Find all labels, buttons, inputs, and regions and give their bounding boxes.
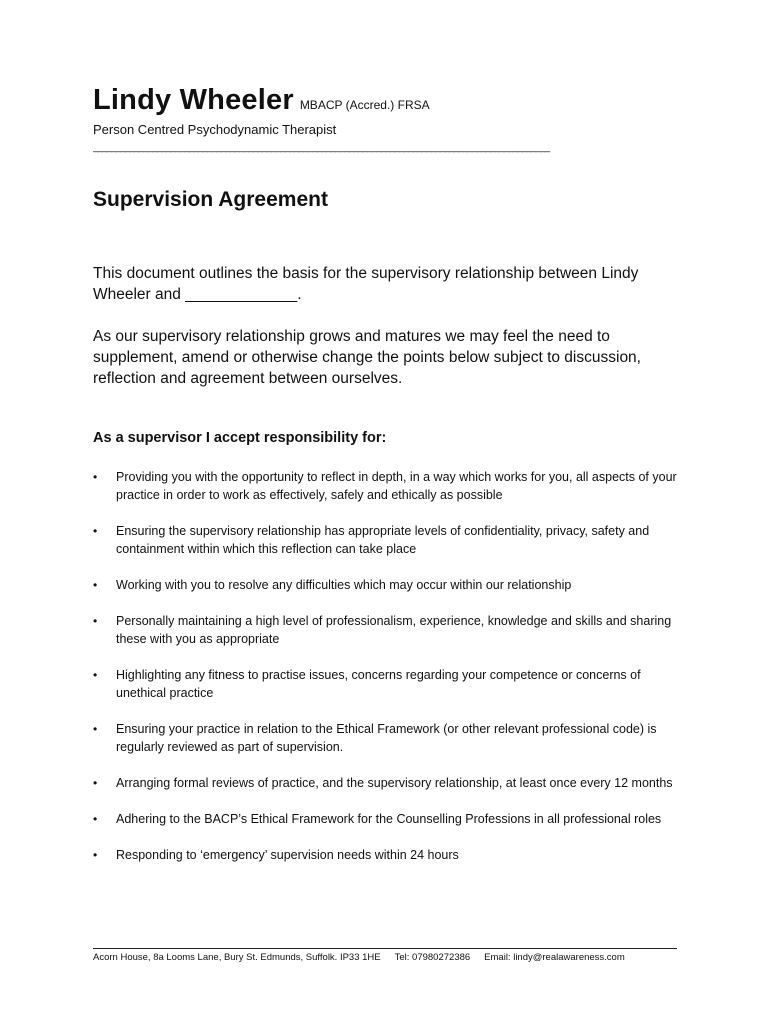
list-item-text: Responding to ‘emergency’ supervision needs within 24 hours	[116, 848, 459, 862]
responsibilities-list	[93, 468, 683, 864]
list-item-text: Ensuring your practice in relation to the Ethical Framework (or other relevant professional code) is regularly reviewed as part of supervision.	[116, 722, 657, 754]
author-role: Person Centred Psychodynamic Therapist	[93, 122, 337, 137]
author-name: Lindy Wheeler	[93, 84, 294, 116]
list-item-text: Working with you to resolve any difficulties which may occur within our relationship	[116, 578, 572, 592]
list-item-text: Ensuring the supervisory relationship has appropriate levels of confidentiality, privacy, safety and containment within which this reflection can take place	[116, 524, 650, 556]
footer	[93, 952, 683, 963]
list-item	[93, 774, 683, 792]
bullet-icon: •	[93, 776, 98, 790]
header-rule: ____________________________________________________________________________________________________	[93, 142, 550, 153]
footer-rule	[93, 948, 677, 949]
list-item-text: Adhering to the BACP’s Ethical Framework for the Counselling Professions in all professional roles	[116, 812, 662, 826]
list-item	[93, 666, 683, 702]
author-qualifications: MBACP (Accred.) FRSA	[299, 98, 430, 112]
second-paragraph: As our supervisory relationship grows and matures we may feel the need to supplement, amend or otherwise change the points below subject to discussion, reflection and agreement between ourselves.	[93, 328, 641, 387]
bullet-icon: •	[93, 722, 98, 736]
list-item-text: Arranging formal reviews of practice, and the supervisory relationship, at least once every 12 months	[116, 776, 673, 790]
list-item	[93, 810, 683, 828]
bullet-icon: •	[93, 614, 98, 628]
list-item	[93, 522, 683, 558]
bullet-icon: •	[93, 470, 98, 484]
footer-telephone: Tel: 07980272386	[394, 952, 471, 963]
footer-email: Email: lindy@realawareness.com	[484, 952, 625, 963]
list-item-text: Personally maintaining a high level of professionalism, experience, knowledge and skills and sharing these with you as appropriate	[116, 614, 672, 646]
bullet-icon: •	[93, 578, 98, 592]
bullet-icon: •	[93, 524, 98, 538]
list-item	[93, 612, 683, 648]
list-item	[93, 720, 683, 756]
document-title: Supervision Agreement	[93, 188, 328, 211]
list-item-text: Highlighting any fitness to practise issues, concerns regarding your competence or concerns of unethical practice	[116, 668, 641, 700]
list-item	[93, 576, 683, 594]
list-item-text: Providing you with the opportunity to reflect in depth, in a way which works for you, all aspects of your practice in order to work as effectively, safely and ethically as possible	[116, 470, 677, 502]
intro-paragraph: This document outlines the basis for the supervisory relationship between Lindy Wheeler and _____________.	[93, 265, 639, 303]
letterhead	[93, 84, 430, 117]
bullet-icon: •	[93, 668, 98, 682]
list-item	[93, 468, 683, 504]
footer-address: Acorn House, 8a Looms Lane, Bury St. Edmunds, Suffolk. IP33 1HE	[93, 952, 381, 963]
bullet-icon: •	[93, 812, 98, 826]
responsibilities-heading: As a supervisor I accept responsibility for:	[93, 430, 387, 446]
list-item	[93, 846, 683, 864]
bullet-icon: •	[93, 848, 98, 862]
